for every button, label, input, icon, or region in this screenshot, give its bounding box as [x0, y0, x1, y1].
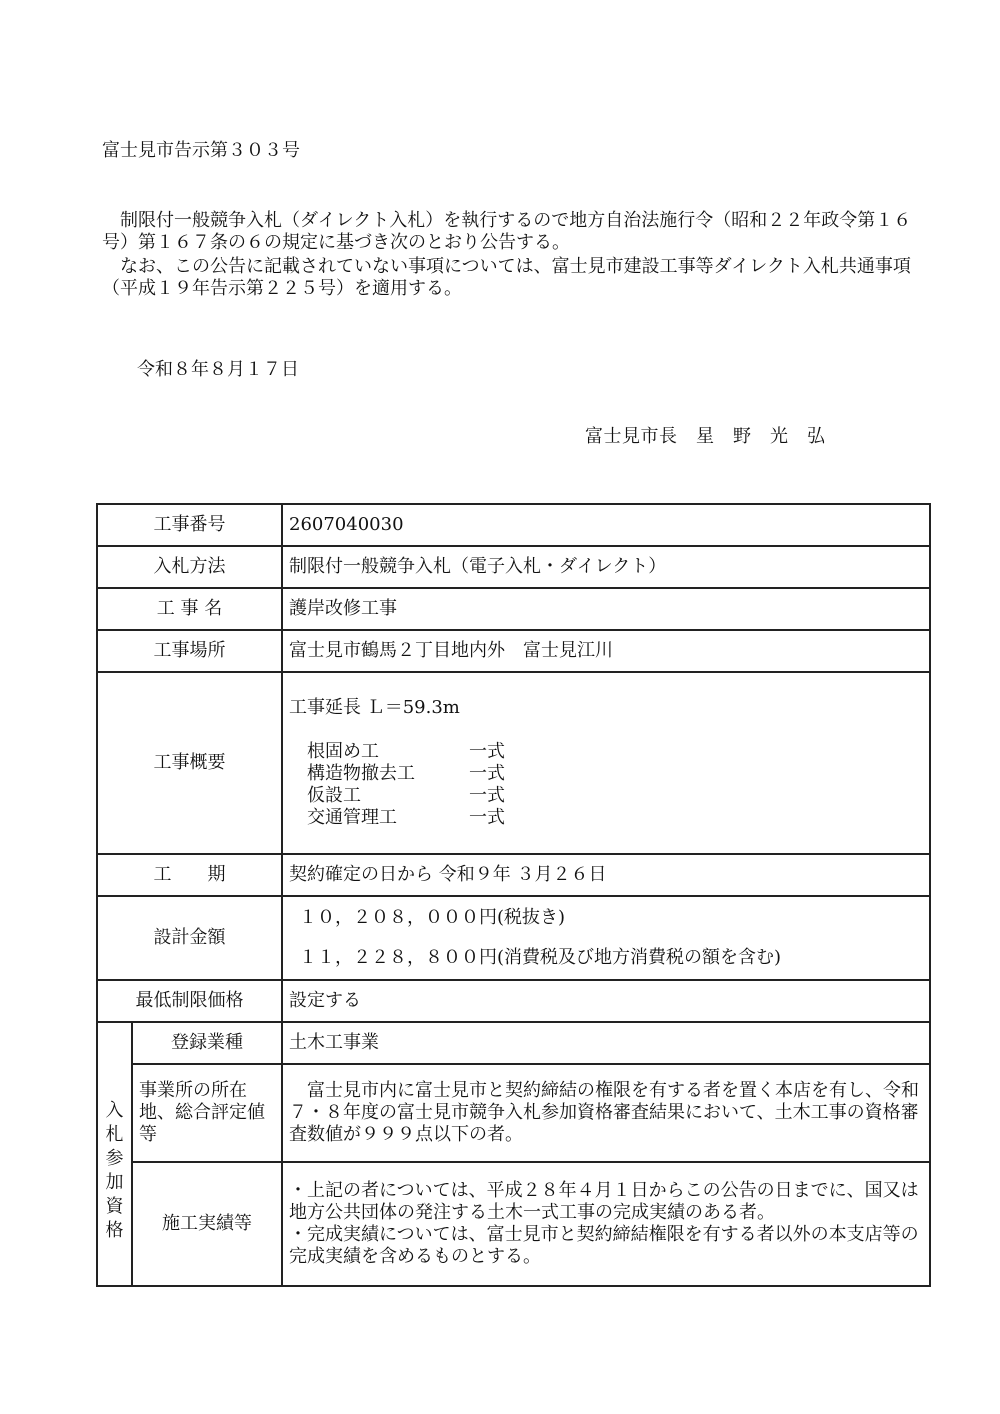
table-row-bid-method — [97, 546, 930, 588]
bid-method-label: 入札方法 — [97, 546, 282, 588]
table-row-record — [97, 1162, 930, 1286]
overview-item-qty: 一式 — [469, 785, 505, 806]
notice-number: 富士見市告示第３０３号 — [102, 140, 300, 161]
project-info-table — [96, 503, 931, 1287]
overview-item-qty: 一式 — [469, 807, 505, 828]
table-row-industry — [97, 1022, 930, 1064]
project-number-value: 2607040030 — [282, 504, 930, 546]
design-amount-incl-tax: １１，２２８，８００円(消費税及び地方消費税の額を含む) — [299, 947, 782, 968]
overview-item-name: 根固め工 — [307, 741, 379, 762]
notice-date: 令和８年８月１７日 — [137, 359, 299, 380]
table-row-period — [97, 854, 930, 896]
table-row-project-number — [97, 504, 930, 546]
notice-paragraph-supplement: なお、この公告に記載されていない事項については、富士見市建設工事等ダイレクト入札共通事項（平成１９年告示第２２５号）を適用する。 — [102, 256, 911, 299]
overview-item — [289, 785, 923, 807]
qualification-group-label: 入札参加資格 — [97, 1022, 132, 1286]
bid-method-value: 制限付一般競争入札（電子入札・ダイレクト） — [282, 546, 930, 588]
overview-value — [282, 672, 930, 854]
industry-value: 土木工事業 — [282, 1022, 930, 1064]
project-name-value: 護岸改修工事 — [282, 588, 930, 630]
overview-item — [289, 763, 923, 785]
project-name-label: 工 事 名 — [97, 588, 282, 630]
record-line-2: ・完成実績については、富士見市と契約締結権限を有する者以外の本支店等の完成実績を含めるものとする。 — [289, 1224, 919, 1267]
table-row-overview — [97, 672, 930, 854]
overview-label: 工事概要 — [97, 672, 282, 854]
overview-extent: 工事延長 Ｌ＝59.3m — [289, 697, 460, 718]
office-label: 事業所の所在地、総合評定値等 — [132, 1064, 282, 1162]
min-price-value: 設定する — [282, 980, 930, 1022]
overview-item — [289, 741, 923, 763]
table-row-project-name — [97, 588, 930, 630]
design-amount-label: 設計金額 — [97, 896, 282, 980]
table-row-design-amount — [97, 896, 930, 980]
overview-item-qty: 一式 — [469, 763, 505, 784]
overview-item-name: 交通管理工 — [307, 807, 397, 828]
design-amount-excl-tax: １０，２０８，０００円(税抜き) — [299, 907, 566, 928]
overview-item-name: 仮設工 — [307, 785, 361, 806]
overview-item-qty: 一式 — [469, 741, 505, 762]
design-amount-value — [282, 896, 930, 980]
period-value: 契約確定の日から 令和９年 ３月２６日 — [282, 854, 930, 896]
overview-item — [289, 807, 923, 829]
signer-name: 富士見市長 星 野 光 弘 — [585, 426, 826, 447]
industry-label: 登録業種 — [132, 1022, 282, 1064]
table-row-min-price — [97, 980, 930, 1022]
record-label: 施工実績等 — [132, 1162, 282, 1286]
table-row-office — [97, 1064, 930, 1162]
record-line-1: ・上記の者については、平成２８年４月１日からこの公告の日までに、国又は地方公共団体の発注する土木一式工事の完成実績のある者。 — [289, 1180, 919, 1223]
overview-item-name: 構造物撤去工 — [307, 763, 415, 784]
table-row-location — [97, 630, 930, 672]
location-label: 工事場所 — [97, 630, 282, 672]
office-value: 富士見市内に富士見市と契約締結の権限を有する者を置く本店を有し、令和７・８年度の富士見市競争入札参加資格審査結果において、土木工事の資格審査数値が９９９点以下の者。 — [282, 1064, 930, 1162]
record-value — [282, 1162, 930, 1286]
min-price-label: 最低制限価格 — [97, 980, 282, 1022]
location-value: 富士見市鶴馬２丁目地内外 富士見江川 — [282, 630, 930, 672]
period-label: 工 期 — [97, 854, 282, 896]
notice-paragraph-main: 制限付一般競争入札（ダイレクト入札）を執行するので地方自治法施行令（昭和２２年政令第１６号）第１６７条の６の規定に基づき次のとおり公告する。 — [102, 210, 912, 253]
project-number-label: 工事番号 — [97, 504, 282, 546]
